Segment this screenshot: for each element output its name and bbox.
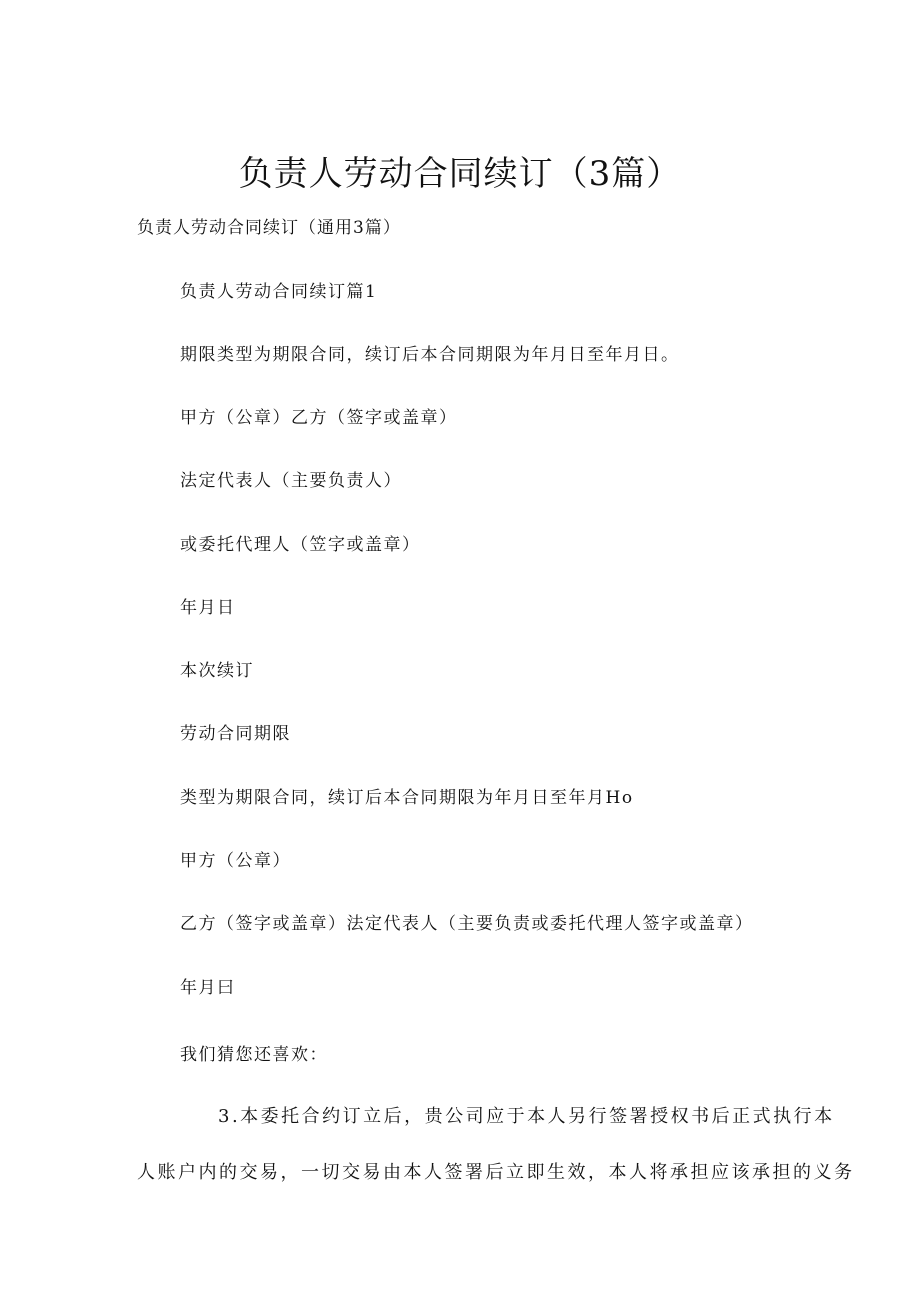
- document-subtitle: 负责人劳动合同续订（通用3篇）: [137, 218, 401, 238]
- paragraph-line-1: 3.本委托合约订立后，贵公司应于本人另行签署授权书后正式执行本: [218, 1106, 835, 1127]
- text-line: 乙方（签字或盖章）法定代表人（主要负责或委托代理人签字或盖章）: [180, 914, 754, 934]
- text-line: 甲方（公章）乙方（签字或盖章）: [180, 408, 458, 428]
- text-line: 期限类型为期限合同，续订后本合同期限为年月日至年月日。: [180, 345, 680, 365]
- paragraph-line-2: 人账户内的交易，一切交易由本人签署后立即生效，本人将承担应该承担的义务: [137, 1162, 855, 1183]
- text-line: 年月日: [180, 598, 236, 618]
- section-heading: 负责人劳动合同续订篇1: [180, 282, 378, 302]
- document-title: 负责人劳动合同续订（3篇）: [238, 154, 682, 194]
- text-line: 或委托代理人（笠字或盖章）: [180, 535, 421, 555]
- text-line: 年月曰: [180, 978, 236, 998]
- text-line: 甲方（公章）: [180, 851, 291, 871]
- text-line: 类型为期限合同，续订后本合同期限为年月日至年月Ho: [180, 788, 634, 808]
- text-line: 本次续订: [180, 661, 254, 681]
- text-line: 我们猜您还喜欢：: [180, 1045, 328, 1065]
- text-line: 法定代表人（主要负责人）: [180, 471, 402, 491]
- text-line: 劳动合同期限: [180, 724, 291, 744]
